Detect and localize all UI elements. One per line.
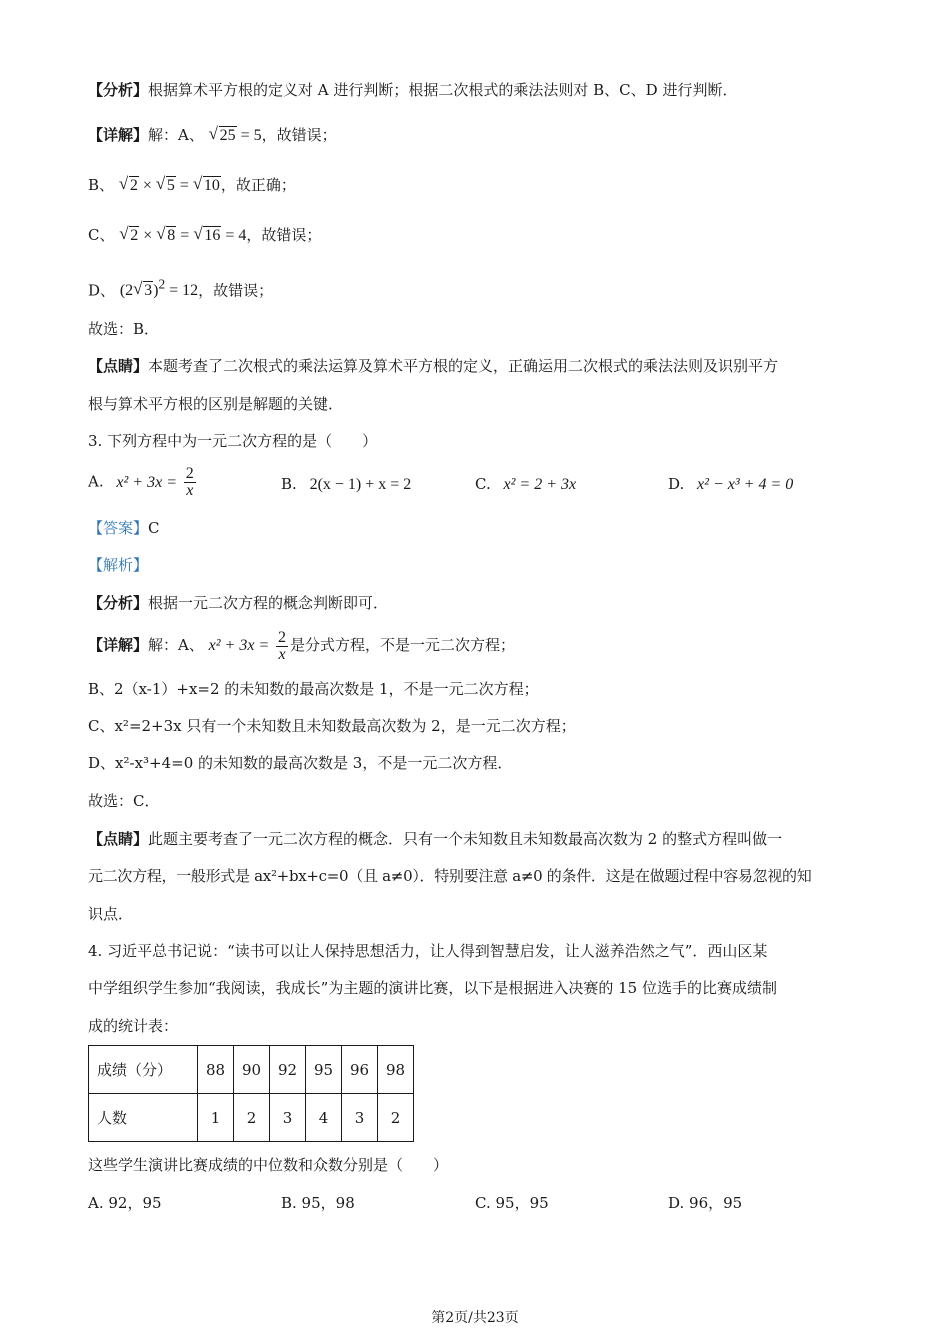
table-cell: 90 [234, 1046, 270, 1094]
exponent: 2 [158, 277, 166, 292]
radicand: 10 [203, 177, 220, 194]
q2-detail-c [88, 224, 321, 247]
q3-option-d [668, 475, 793, 494]
q4-option-d: D. 96，95 [668, 1194, 743, 1212]
q3-line-c: C、x²=2+3x 只有一个未知数且未知数最高次数为 2，是一元二次方程； [88, 717, 576, 735]
detail-prefix: 解：A、 [148, 636, 204, 654]
option-label: C. [475, 475, 491, 493]
answer-tag: 【答案】 [88, 519, 149, 537]
q3-analysis [88, 592, 388, 614]
q4-stem-1: 4. 习近平总书记说：“读书可以让人保持思想活力，让人得到智慧启发，让人滋养浩然之气”．西山区某 [88, 942, 768, 960]
table-cell: 4 [306, 1094, 342, 1142]
q4-option-b: B. 95，98 [281, 1194, 355, 1212]
times: × [139, 227, 157, 244]
table-row-scores [89, 1046, 414, 1094]
q2-analysis [88, 79, 737, 101]
close-paren: ) [153, 282, 159, 300]
equals-result: = 4 [221, 227, 247, 244]
table-cell: 1 [198, 1094, 234, 1142]
table-header: 成绩（分） [89, 1046, 198, 1094]
table-cell: 3 [270, 1094, 306, 1142]
table-cell: 95 [306, 1046, 342, 1094]
equals: = [175, 177, 193, 194]
numerator: 2 [278, 628, 287, 646]
analysis-text: 根据一元二次方程的概念判断即可． [148, 594, 389, 612]
q3-option-a [88, 466, 198, 499]
radicand: 3 [144, 282, 153, 300]
note: ，故错误； [198, 281, 274, 300]
note: ，故错误； [261, 126, 337, 144]
note: ，故正确； [220, 176, 296, 194]
q2-detail-b [88, 174, 296, 197]
score-table [88, 1045, 414, 1142]
detail-tag: 【详解】 [88, 636, 149, 654]
denominator: x [186, 482, 194, 499]
table-cell: 88 [198, 1046, 234, 1094]
comment-tag: 【点睛】 [88, 830, 149, 848]
table-cell: 92 [270, 1046, 306, 1094]
radicand: 16 [204, 227, 221, 244]
q3-detail-a [88, 628, 515, 663]
open-paren: (2 [119, 282, 134, 300]
q3-option-c [475, 475, 576, 494]
table-cell: 96 [342, 1046, 378, 1094]
q3-explain-tag: 【解析】 [88, 556, 149, 574]
math-d [119, 277, 199, 300]
q4-option-c: C. 95，95 [475, 1194, 549, 1212]
table-cell: 2 [378, 1094, 414, 1142]
table-cell: 98 [378, 1046, 414, 1094]
comment-text: 本题考查了二次根式的乘法运算及算术平方根的定义，正确运用二次根式的乘法法则及识别平方 [148, 357, 779, 375]
q3-stem: 3. 下列方程中为一元二次方程的是（ ） [88, 432, 378, 450]
q3-choice: 故选：C． [88, 792, 160, 810]
option-label: A. [88, 472, 104, 491]
option-lhs: x² + 3x = [116, 473, 177, 491]
q3-comment-2: 元二次方程，一般形式是 ax²+bx+c=0（且 a≠0）．特别要注意 a≠0 的条件．这是在做题过程中容易忽视的知 [88, 867, 812, 885]
q2-comment-1 [88, 355, 778, 377]
math-c [119, 227, 246, 244]
numerator: 2 [185, 465, 194, 482]
table-cell: 2 [234, 1094, 270, 1142]
page-footer: 第2页/共23页 [431, 1310, 519, 1326]
q3-option-b [281, 475, 411, 494]
option-label: D. [668, 475, 685, 493]
fraction [276, 630, 288, 663]
analysis-tag: 【分析】 [88, 81, 149, 99]
radicand: 8 [167, 227, 176, 244]
option-text: x² = 2 + 3x [503, 476, 577, 493]
radicand: 2 [130, 227, 139, 244]
math-b [119, 177, 221, 194]
q4-option-a: A. 92，95 [88, 1194, 162, 1212]
table-cell: 3 [342, 1094, 378, 1142]
radicand: 5 [166, 177, 175, 194]
analysis-text: 根据算术平方根的定义对 A 进行判断；根据二次根式的乘法法则对 B、C、D 进行判断． [148, 81, 738, 99]
q2-choice: 故选：B． [88, 320, 160, 338]
analysis-tag: 【分析】 [88, 594, 149, 612]
equation-lhs: x² + 3x = [208, 637, 270, 654]
times: × [138, 177, 156, 194]
radicand: 25 [219, 127, 236, 144]
radicand: 2 [129, 177, 138, 194]
prefix: C、 [88, 226, 115, 244]
option-text: x² − x³ + 4 = 0 [697, 476, 794, 493]
q3-answer [88, 517, 160, 539]
table-header: 人数 [89, 1094, 198, 1142]
denominator: x [278, 645, 286, 663]
q4-stem-2: 中学组织学生参加“我阅读，我成长”为主题的演讲比赛，以下是根据进入决赛的 15 位选手的比赛成绩制 [88, 979, 777, 997]
q2-detail-d [88, 274, 273, 302]
q3-comment-3: 识点． [88, 905, 134, 923]
comment-tag: 【点睛】 [88, 357, 149, 375]
prefix: B、 [88, 176, 115, 194]
equals: = 12 [165, 282, 199, 300]
q4-question: 这些学生演讲比赛成绩的中位数和众数分别是（ ） [88, 1156, 449, 1174]
comment-text: 此题主要考查了一元二次方程的概念．只有一个未知数且未知数最高次数为 2 的整式方程叫做一 [148, 830, 783, 848]
note: 是分式方程，不是一元二次方程； [290, 636, 516, 654]
option-label: B. [281, 475, 297, 493]
equals: = [176, 227, 194, 244]
note: ，故错误； [246, 226, 322, 244]
q3-line-d: D、x²-x³+4=0 的未知数的最高次数是 3，不是一元二次方程． [88, 754, 513, 772]
option-text: 2(x − 1) + x = 2 [309, 476, 412, 493]
q3-line-b: B、2（x-1）+x=2 的未知数的最高次数是 1，不是一元二次方程； [88, 680, 539, 698]
equals: = 5 [236, 127, 262, 144]
math-a [209, 127, 262, 144]
fraction [184, 466, 196, 499]
table-row-counts [89, 1094, 414, 1142]
q2-detail-a [88, 124, 337, 147]
q2-comment-2: 根与算术平方根的区别是解题的关键． [88, 395, 344, 413]
answer-value: C [148, 519, 160, 537]
detail-tag: 【详解】 [88, 126, 149, 144]
q3-comment-1 [88, 828, 782, 850]
prefix: D、 [88, 281, 116, 300]
detail-prefix: 解：A、 [148, 126, 204, 144]
q4-stem-3: 成的统计表： [88, 1017, 179, 1035]
